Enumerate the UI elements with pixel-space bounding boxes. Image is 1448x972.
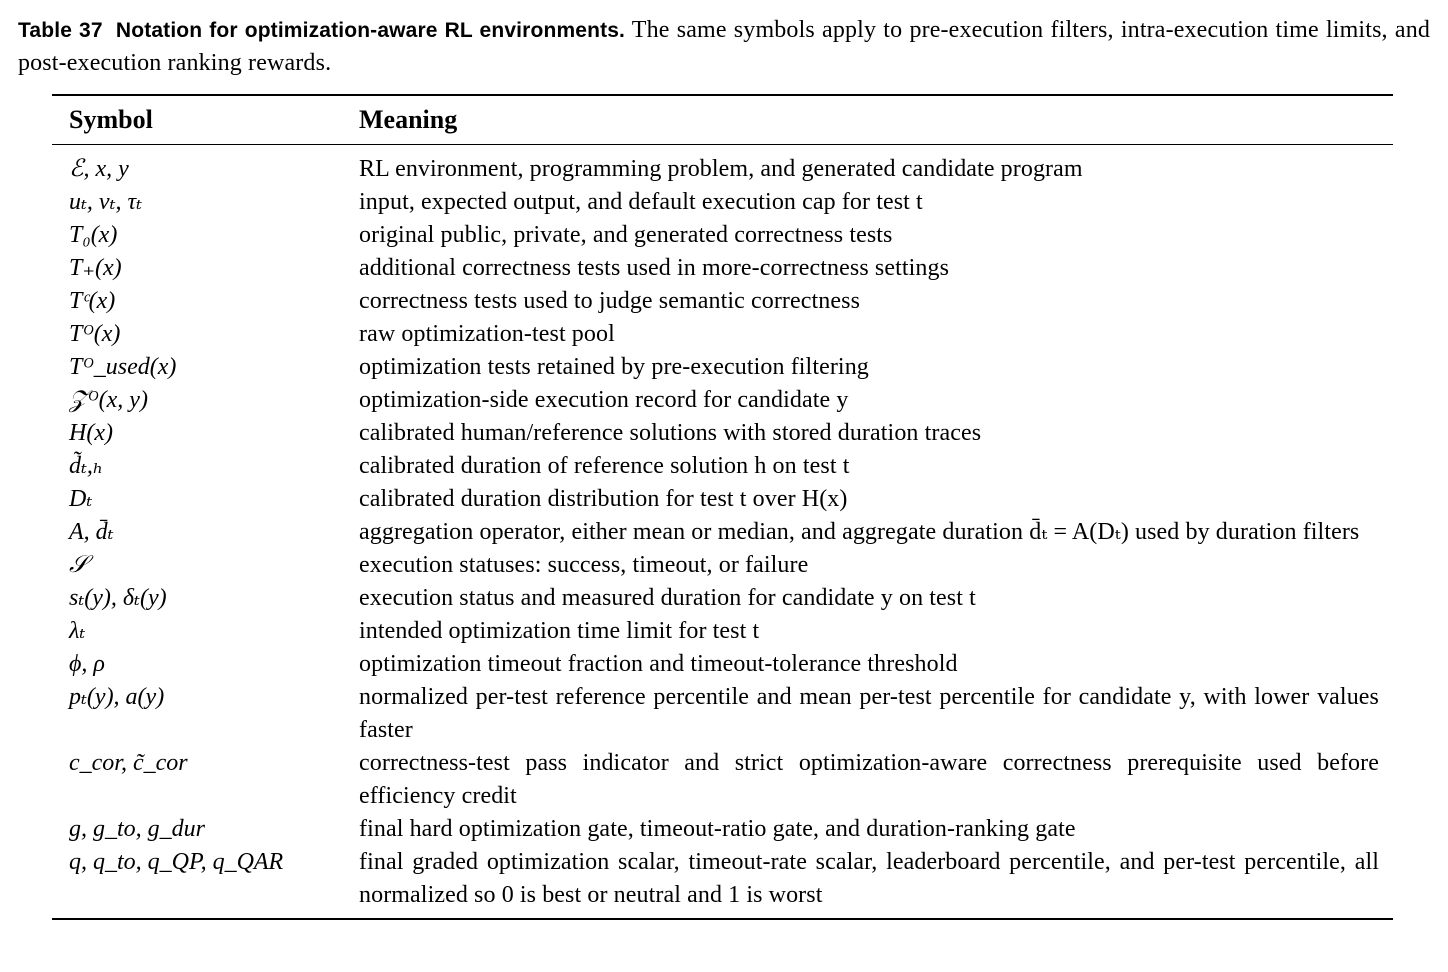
meaning-cell: correctness-test pass indicator and strict optimization-aware correctness prerequisite used before efficiency credit — [359, 750, 1379, 809]
table-row — [52, 252, 1393, 285]
table-row — [52, 450, 1393, 483]
table-row — [52, 318, 1393, 351]
symbol-cell: Tᶜ(x) — [69, 288, 116, 314]
symbol-cell: g, g_to, g_dur — [69, 816, 206, 842]
symbol-cell: pₜ(y), a(y) — [69, 684, 165, 710]
table-row — [52, 846, 1393, 912]
meaning-cell: input, expected output, and default execution cap for test t — [359, 189, 923, 215]
meaning-cell: execution status and measured duration for candidate y on test t — [359, 585, 976, 611]
table-row — [52, 582, 1393, 615]
table-row — [52, 219, 1393, 252]
symbol-cell: λₜ — [69, 618, 86, 644]
symbol-cell: Dₜ — [69, 486, 93, 512]
symbol-cell: ℰ, x, y — [69, 156, 129, 182]
table-row — [52, 417, 1393, 450]
table-row — [52, 516, 1393, 549]
symbol-cell: c_cor, c̃_cor — [69, 750, 188, 776]
table-row — [52, 681, 1393, 747]
symbol-cell: Tᴼ(x) — [69, 321, 121, 347]
meaning-cell: calibrated duration of reference solution h on test t — [359, 453, 850, 479]
table-row — [52, 483, 1393, 516]
symbol-cell: Tᴼ_used(x) — [69, 354, 177, 380]
meaning-cell: intended optimization time limit for test t — [359, 618, 760, 644]
symbol-cell: 𝒮 — [69, 552, 88, 578]
table-row — [52, 615, 1393, 648]
table-row — [52, 186, 1393, 219]
symbol-cell: d̃ₜ,ₕ — [69, 453, 104, 479]
meaning-cell: normalized per-test reference percentile and mean per-test percentile for candidate y, with lower values faster — [359, 684, 1379, 743]
table-row — [52, 384, 1393, 417]
header-symbol: Symbol — [69, 105, 153, 134]
meaning-cell: aggregation operator, either mean or median, and aggregate duration d̄ₜ = A(Dₜ) used by duration filters — [359, 519, 1360, 545]
symbol-cell: T₊(x) — [69, 255, 122, 281]
symbol-cell: 𝒵ᴼ(x, y) — [69, 387, 148, 413]
table-row — [52, 648, 1393, 681]
meaning-cell: execution statuses: success, timeout, or failure — [359, 552, 809, 578]
meaning-cell: optimization timeout fraction and timeout-tolerance threshold — [359, 651, 958, 677]
symbol-cell: ϕ, ρ — [69, 651, 105, 677]
caption-title: Notation for optimization-aware RL environments. — [115, 19, 626, 42]
symbol-cell: H(x) — [69, 420, 113, 446]
table-row — [52, 747, 1393, 813]
symbol-cell: A, d̄ₜ — [69, 519, 114, 545]
table-row — [52, 813, 1393, 846]
meaning-cell: final graded optimization scalar, timeout-rate scalar, leaderboard percentile, and per-test percentile, all normalized so 0 is best or neutral and 1 is worst — [359, 849, 1379, 908]
table-body — [52, 145, 1393, 918]
table-row — [52, 549, 1393, 582]
notation-table — [52, 94, 1393, 920]
symbol-cell: q, q_to, q_QP, q_QAR — [69, 849, 284, 875]
table-row — [52, 285, 1393, 318]
meaning-cell: original public, private, and generated correctness tests — [359, 222, 893, 248]
table-header — [52, 96, 1393, 145]
meaning-cell: raw optimization-test pool — [359, 321, 615, 347]
meaning-cell: optimization-side execution record for candidate y — [359, 387, 849, 413]
meaning-cell: final hard optimization gate, timeout-ratio gate, and duration-ranking gate — [359, 816, 1076, 842]
meaning-cell: calibrated human/reference solutions with stored duration traces — [359, 420, 982, 446]
header-meaning: Meaning — [359, 105, 458, 134]
meaning-cell: correctness tests used to judge semantic correctness — [359, 288, 861, 314]
table-row — [52, 351, 1393, 384]
meaning-cell: calibrated duration distribution for test t over H(x) — [359, 486, 848, 512]
caption-text: The same symbols apply to pre-execution filters, intra-execution time limits, and post-execution ranking rewards. — [18, 17, 1430, 76]
meaning-cell: additional correctness tests used in more-correctness settings — [359, 255, 950, 281]
symbol-cell: T₀(x) — [69, 222, 118, 248]
table-row — [52, 153, 1393, 186]
meaning-cell: optimization tests retained by pre-execution filtering — [359, 354, 869, 380]
symbol-cell: sₜ(y), δₜ(y) — [69, 585, 167, 611]
table-caption — [18, 14, 1430, 80]
symbol-cell: uₜ, vₜ, τₜ — [69, 189, 142, 215]
caption-label: Table 37 — [18, 19, 103, 42]
meaning-cell: RL environment, programming problem, and generated candidate program — [359, 156, 1083, 182]
